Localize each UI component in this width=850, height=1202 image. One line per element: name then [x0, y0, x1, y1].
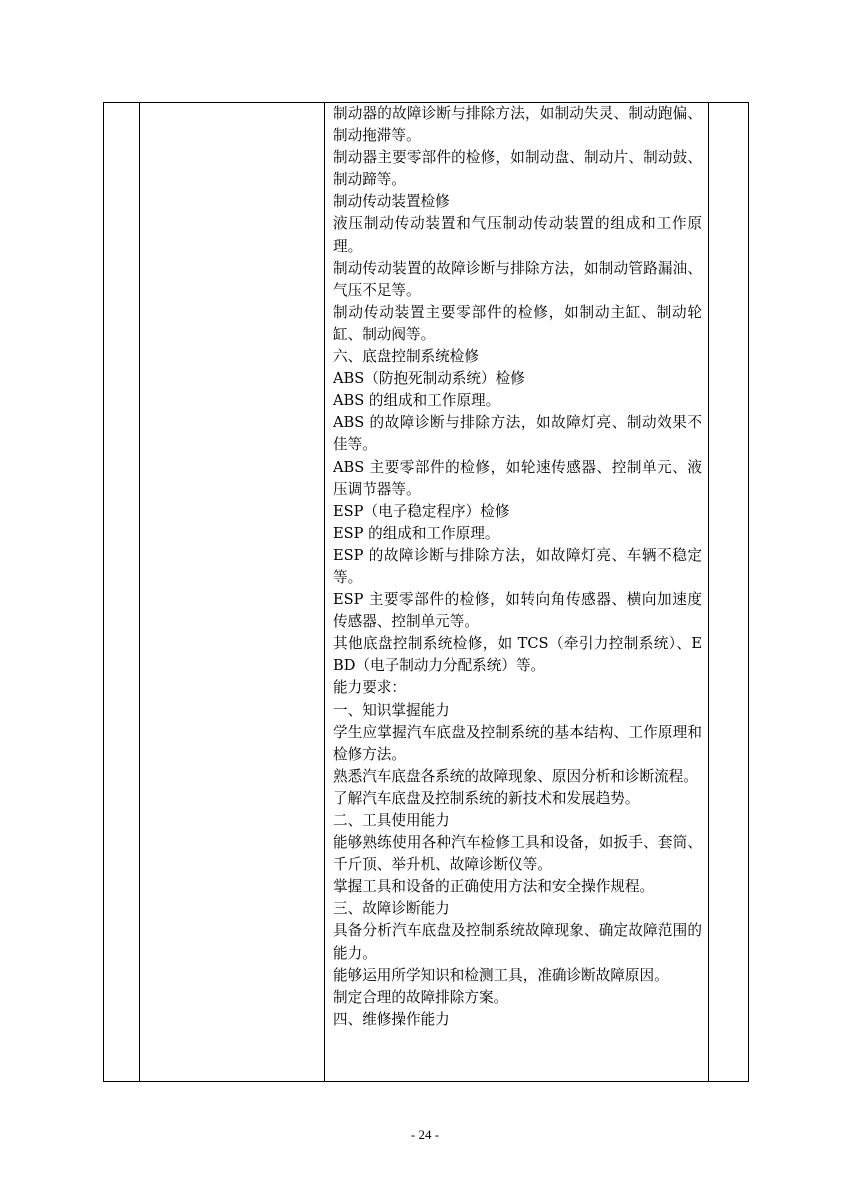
content-paragraph: ESP 的组成和工作原理。	[333, 524, 500, 542]
content-paragraph: 能够熟练使用各种汽车检修工具和设备，如扳手、套筒、千斤顶、举升机、故障诊断仪等。	[333, 834, 702, 874]
content-paragraph: ESP（电子稳定程序）检修	[333, 502, 510, 520]
hours-cell	[709, 103, 749, 1082]
content-paragraph: 六、底盘控制系统检修	[333, 348, 479, 366]
content-paragraph: 熟悉汽车底盘各系统的故障现象、原因分析和诊断流程。	[333, 767, 698, 785]
content-paragraph: 了解汽车底盘及控制系统的新技术和发展趋势。	[333, 789, 640, 807]
content-paragraph: ABS 的故障诊断与排除方法，如故障灯亮、制动效果不佳等。	[333, 414, 702, 454]
content-paragraph: 一、知识掌握能力	[333, 701, 450, 719]
module-name-cell	[140, 103, 325, 1082]
content-paragraph: ESP 主要零部件的检修，如转向角传感器、横向加速度传感器、控制单元等。	[333, 591, 702, 631]
index-cell	[104, 103, 140, 1082]
content-paragraph: 能力要求：	[333, 679, 406, 697]
content-paragraph: ABS 主要零部件的检修，如轮速传感器、控制单元、液压调节器等。	[333, 458, 702, 498]
content-paragraph: 学生应掌握汽车底盘及控制系统的基本结构、工作原理和检修方法。	[333, 723, 702, 763]
content-paragraph: ABS 的组成和工作原理。	[333, 392, 501, 410]
course-content-table	[103, 102, 749, 1082]
content-paragraph-list	[325, 103, 708, 1031]
content-paragraph: 制动传动装置检修	[333, 193, 450, 211]
content-paragraph: 四、维修操作能力	[333, 1010, 450, 1028]
page-number: - 24 -	[410, 1127, 440, 1142]
content-cell	[325, 103, 709, 1082]
content-paragraph: 制动器的故障诊断与排除方法，如制动失灵、制动跑偏、制动拖滞等。	[333, 105, 702, 145]
content-paragraph: 二、工具使用能力	[333, 812, 450, 829]
content-paragraph: 掌握工具和设备的正确使用方法和安全操作规程。	[333, 878, 655, 896]
content-paragraph: 其他底盘控制系统检修，如 TCS（牵引力控制系统）、EBD（电子制动力分配系统）等。	[333, 635, 702, 675]
content-paragraph: 制动传动装置主要零部件的检修，如制动主缸、制动轮缸、制动阀等。	[333, 303, 702, 343]
content-paragraph: 制定合理的故障排除方案。	[333, 988, 509, 1006]
content-paragraph: ESP 的故障诊断与排除方法，如故障灯亮、车辆不稳定等。	[333, 546, 702, 586]
content-paragraph: 制动传动装置的故障诊断与排除方法，如制动管路漏油、气压不足等。	[333, 259, 702, 299]
content-paragraph: 制动器主要零部件的检修，如制动盘、制动片、制动鼓、制动蹄等。	[333, 149, 702, 189]
table-row	[104, 103, 749, 1082]
content-paragraph: ABS（防抱死制动系统）检修	[333, 370, 525, 388]
content-paragraph: 具备分析汽车底盘及控制系统故障现象、确定故障范围的能力。	[333, 922, 702, 962]
content-paragraph: 能够运用所学知识和检测工具，准确诊断故障原因。	[333, 966, 669, 984]
content-paragraph: 液压制动传动装置和气压制动传动装置的组成和工作原理。	[333, 215, 702, 255]
content-paragraph: 三、故障诊断能力	[333, 900, 450, 918]
